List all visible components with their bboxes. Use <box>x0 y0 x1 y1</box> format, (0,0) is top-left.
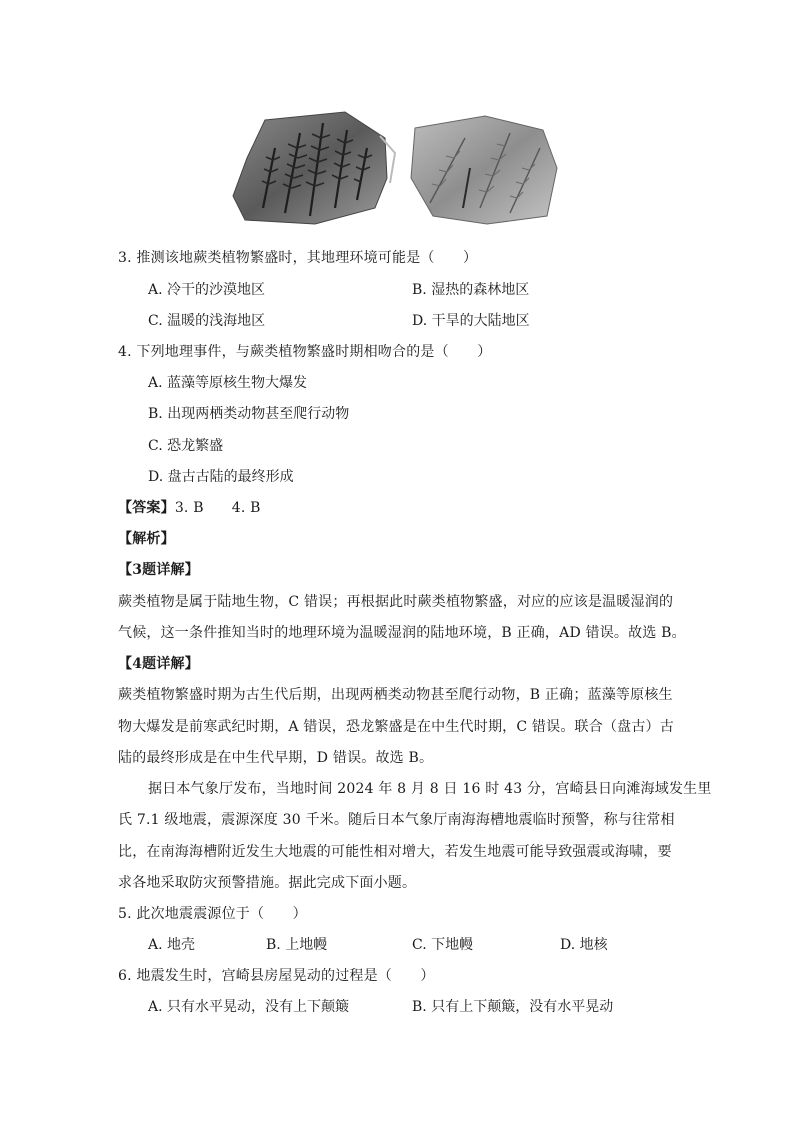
question-3-stem: 3. 推测该地蕨类植物繁盛时，其地理环境可能是（ ） <box>118 250 478 266</box>
question-5-option-b: B. 上地幔 <box>266 937 328 953</box>
question-5-stem: 5. 此次地震震源位于（ ） <box>118 906 307 922</box>
detail-3-label: 【3题详解】 <box>118 562 199 578</box>
question-3-option-b: B. 湿热的森林地区 <box>412 282 530 298</box>
analysis-label: 【解析】 <box>118 531 175 547</box>
answer-line <box>118 498 261 518</box>
passage-line-3: 比，在南海海槽附近发生大地震的可能性相对增大，若发生地震可能导致强震或海啸，要 <box>118 844 672 860</box>
question-5-option-d: D. 地核 <box>560 937 608 953</box>
question-6-stem: 6. 地震发生时，宫崎县房屋晃动的过程是（ ） <box>118 968 435 984</box>
detail-4-line-1: 蕨类植物繁盛时期为古生代后期，出现两栖类动物甚至爬行动物，B 正确；蓝藻等原核生 <box>118 687 673 703</box>
question-4-option-a: A. 蓝藻等原核生物大爆发 <box>148 375 308 391</box>
detail-3-line-2: 气候，这一条件推知当时的地理环境为温暖湿润的陆地环境，B 正确，AD 错误。故选 B。 <box>118 625 686 641</box>
detail-3-line-1: 蕨类植物是属于陆地生物，C 错误；再根据此时蕨类植物繁盛，对应的应该是温暖湿润的 <box>118 594 674 610</box>
question-3-option-a: A. 冷干的沙漠地区 <box>148 282 266 298</box>
question-5-option-c: C. 下地幔 <box>412 937 474 953</box>
detail-4-line-3: 陆的最终形成是在中生代早期，D 错误。故选 B。 <box>118 750 434 766</box>
question-3-option-d: D. 干旱的大陆地区 <box>412 313 530 329</box>
question-6-option-b: B. 只有上下颠簸，没有水平晃动 <box>412 999 614 1015</box>
question-4-option-d: D. 盘古古陆的最终形成 <box>148 469 294 485</box>
question-6-option-a: A. 只有水平晃动，没有上下颠簸 <box>148 999 350 1015</box>
answer-q4: 4. B <box>231 500 261 516</box>
answer-q3: 3. B <box>174 500 204 516</box>
detail-4-label: 【4题详解】 <box>118 656 199 672</box>
question-4-option-b: B. 出现两栖类动物甚至爬行动物 <box>148 406 350 422</box>
fossil-left-image <box>233 112 395 224</box>
question-4-stem: 4. 下列地理事件，与蕨类植物繁盛时期相吻合的是（ ） <box>118 344 492 360</box>
detail-4-line-2: 物大爆发是前寒武纪时期，A 错误，恐龙繁盛是在中生代时期，C 错误。联合（盘古）古 <box>118 719 674 735</box>
answer-label: 【答案】 <box>118 500 175 516</box>
question-3-option-c: C. 温暖的浅海地区 <box>148 313 266 329</box>
fern-fossil-figure <box>225 108 565 228</box>
question-4-option-c: C. 恐龙繁盛 <box>148 438 224 454</box>
passage-line-2: 氏 7.1 级地震，震源深度 30 千米。随后日本气象厅南海海槽地震临时预警，称与往常相 <box>118 812 675 828</box>
question-5-option-a: A. 地壳 <box>148 937 196 953</box>
fossil-right-image <box>411 116 557 224</box>
passage-line-4: 求各地采取防灾预警措施。据此完成下面小题。 <box>118 875 417 891</box>
passage-line-1: 据日本气象厅发布，当地时间 2024 年 8 月 8 日 16 时 43 分，宫崎县日向滩海域发生里 <box>148 781 712 797</box>
